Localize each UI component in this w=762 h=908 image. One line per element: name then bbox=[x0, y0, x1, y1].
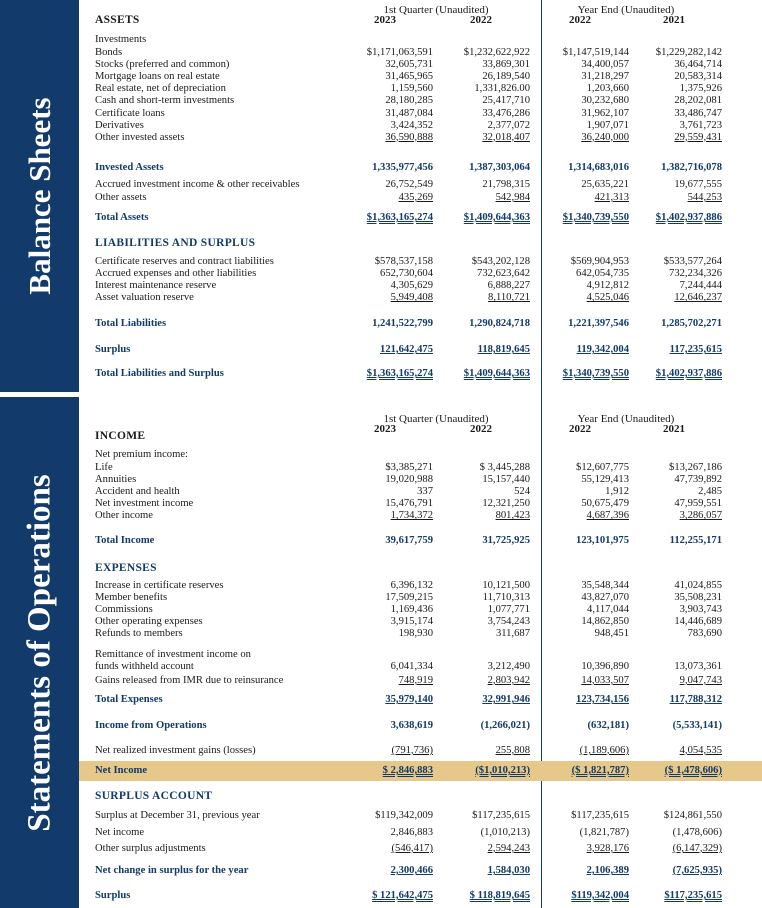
row-value: 1,169,436 bbox=[390, 604, 433, 616]
row-value: 26,752,549 bbox=[385, 179, 433, 190]
ops-surplus-label: Surplus bbox=[95, 890, 131, 901]
row-value: (1,189,606) bbox=[579, 745, 629, 756]
row-value: 8,110,721 bbox=[488, 292, 530, 304]
net-change-value: 2,300,466 bbox=[390, 865, 433, 876]
row-value: 55,129,413 bbox=[581, 474, 629, 486]
row-value: 19,677,555 bbox=[674, 179, 722, 190]
row-label: Other assets bbox=[95, 192, 147, 203]
net-change-value: 2,106,389 bbox=[586, 865, 629, 876]
row-label: Gains released from IMR due to reinsurance bbox=[95, 675, 284, 686]
year-heading: 2022 bbox=[470, 423, 492, 435]
total-assets-label: Total Assets bbox=[95, 212, 149, 223]
year-heading: 2023 bbox=[374, 14, 396, 26]
row-label: Mortgage loans on real estate bbox=[95, 71, 220, 83]
row-value: 32,018,407 bbox=[482, 131, 530, 143]
row-value: 10,396,890 bbox=[581, 661, 629, 672]
row-value: $3,385,271 bbox=[385, 462, 433, 473]
investments-label: Investments bbox=[95, 34, 147, 45]
row-value: $578,537,158 bbox=[374, 256, 433, 267]
ops-surplus-value: $ 121,642,475 bbox=[372, 890, 433, 901]
row-label: Accident and health bbox=[95, 486, 180, 498]
row-value: 3,915,174 bbox=[390, 616, 433, 628]
row-value: 748,919 bbox=[398, 675, 433, 686]
total-income-value: 31,725,925 bbox=[482, 535, 530, 546]
row-value: 3,424,352 bbox=[390, 119, 433, 131]
row-value: (1,478,606) bbox=[672, 826, 722, 838]
row-label: funds withheld account bbox=[95, 661, 194, 672]
row-value: 41,024,855 bbox=[674, 580, 722, 591]
row-value: 4,117,044 bbox=[587, 604, 629, 616]
row-label: Net realized investment gains (losses) bbox=[95, 745, 256, 756]
row-value: 1,912 bbox=[605, 486, 629, 498]
income-from-operations-value: (5,533,141) bbox=[672, 720, 722, 731]
net-income-value: ($1,010,213) bbox=[475, 765, 530, 776]
year-heading: 2022 bbox=[470, 14, 492, 26]
row-value: 732,234,326 bbox=[669, 268, 722, 280]
row-label: Other income bbox=[95, 510, 153, 522]
row-label: Surplus at December 31, previous year bbox=[95, 810, 260, 821]
row-label: Derivatives bbox=[95, 119, 144, 131]
year-heading: 2021 bbox=[663, 14, 685, 26]
total-assets-value: $1,409,644,363 bbox=[463, 212, 530, 223]
row-value: 36,464,714 bbox=[674, 59, 722, 71]
income-from-operations-value: (1,266,021) bbox=[480, 720, 530, 731]
net-change-label: Net change in surplus for the year bbox=[95, 865, 249, 876]
row-value: 21,798,315 bbox=[482, 179, 530, 190]
row-value: 32,605,731 bbox=[385, 59, 433, 71]
row-value: 17,509,215 bbox=[385, 592, 433, 604]
row-value: 3,286,057 bbox=[679, 510, 722, 522]
total-expenses-label: Total Expenses bbox=[95, 694, 163, 705]
row-value: 1,907,071 bbox=[586, 119, 629, 131]
total-liabilities-value: 1,290,824,718 bbox=[469, 318, 530, 329]
row-value: (791,736) bbox=[391, 745, 433, 756]
invested-assets-value: 1,314,683,016 bbox=[568, 162, 629, 173]
row-value: $1,229,282,142 bbox=[655, 47, 722, 58]
row-value: 3,928,176 bbox=[586, 843, 629, 854]
row-label: Interest maintenance reserve bbox=[95, 280, 217, 292]
row-label: Certificate reserves and contract liabilities bbox=[95, 256, 274, 267]
surplus-label: Surplus bbox=[95, 344, 131, 355]
row-value: $124,861,550 bbox=[663, 810, 722, 821]
remittance-label: Remittance of investment income on bbox=[95, 649, 251, 660]
total-liab-surplus-value: $1,402,937,886 bbox=[655, 368, 722, 379]
ops-surplus-value: $119,342,004 bbox=[571, 890, 629, 901]
row-value: $12,607,775 bbox=[576, 462, 629, 473]
row-label: Net income bbox=[95, 826, 145, 838]
row-value: 31,218,297 bbox=[581, 71, 629, 83]
year-heading: 2023 bbox=[374, 423, 396, 435]
ops-surplus-value: $117,235,615 bbox=[664, 890, 722, 901]
total-liabilities-value: 1,285,702,271 bbox=[661, 318, 722, 329]
row-value: 1,375,926 bbox=[679, 83, 722, 95]
row-value: 9,047,743 bbox=[679, 675, 722, 686]
row-label: Accrued expenses and other liabilities bbox=[95, 268, 257, 280]
row-label: Refunds to members bbox=[95, 628, 183, 640]
row-value: 29,559,431 bbox=[674, 131, 722, 143]
net-income-value: ($ 1,821,787) bbox=[571, 765, 629, 776]
row-value: 47,739,892 bbox=[674, 474, 722, 486]
total-liab-surplus-value: $1,409,644,363 bbox=[463, 368, 530, 379]
invested-assets-value: 1,387,303,064 bbox=[469, 162, 530, 173]
side-title-balance: Balance Sheets bbox=[21, 97, 57, 295]
row-value: $533,577,264 bbox=[663, 256, 722, 267]
row-value: 28,180,285 bbox=[385, 95, 433, 107]
row-value: 15,157,440 bbox=[482, 474, 530, 486]
row-value: 19,020,988 bbox=[385, 474, 433, 486]
total-liabilities-value: 1,241,522,799 bbox=[372, 318, 433, 329]
row-value: 33,476,286 bbox=[482, 107, 530, 119]
row-label: Bonds bbox=[95, 47, 123, 58]
total-expenses-value: 32,991,946 bbox=[482, 694, 530, 705]
row-value: 14,446,689 bbox=[674, 616, 722, 628]
row-value: 542,984 bbox=[495, 192, 530, 203]
row-value: 30,232,680 bbox=[581, 95, 629, 107]
row-value: $117,235,615 bbox=[472, 810, 530, 821]
income-from-operations-label: Income from Operations bbox=[95, 720, 207, 731]
total-assets-value: $1,363,165,274 bbox=[366, 212, 433, 223]
total-income-value: 123,101,975 bbox=[576, 535, 629, 546]
row-value: $117,235,615 bbox=[571, 810, 629, 821]
total-assets-value: $1,340,739,550 bbox=[562, 212, 629, 223]
row-label: Annuities bbox=[95, 474, 137, 486]
row-value: 11,710,313 bbox=[482, 592, 530, 604]
row-value: 6,041,334 bbox=[390, 661, 433, 672]
row-value: 5,949,408 bbox=[390, 292, 433, 304]
row-value: 198,930 bbox=[398, 628, 433, 640]
row-value: 35,548,344 bbox=[581, 580, 629, 591]
row-value: $1,232,622,922 bbox=[463, 47, 530, 58]
row-value: 34,400,057 bbox=[581, 59, 629, 71]
row-value: 2,846,883 bbox=[390, 826, 433, 838]
row-label: Increase in certificate reserves bbox=[95, 580, 224, 591]
row-value: 14,033,507 bbox=[581, 675, 629, 686]
ops-surplus-value: $ 118,819,645 bbox=[469, 890, 530, 901]
row-value: 36,590,888 bbox=[385, 131, 433, 143]
row-value: 14,862,850 bbox=[581, 616, 629, 628]
year-heading: 2022 bbox=[569, 14, 591, 26]
total-expenses-value: 123,734,156 bbox=[576, 694, 629, 705]
total-liab-surplus-value: $1,340,739,550 bbox=[562, 368, 629, 379]
row-value: 47,959,551 bbox=[674, 498, 722, 510]
net-income-label: Net Income bbox=[95, 765, 148, 776]
row-label: Asset valuation reserve bbox=[95, 292, 194, 304]
net-income-value: $ 2,846,883 bbox=[382, 765, 433, 776]
year-heading: 2021 bbox=[663, 423, 685, 435]
row-value: 13,073,361 bbox=[674, 661, 722, 672]
row-value: 3,903,743 bbox=[679, 604, 722, 616]
row-value: 4,525,046 bbox=[586, 292, 629, 304]
row-value: 20,583,314 bbox=[674, 71, 722, 83]
row-value: 36,240,000 bbox=[581, 131, 629, 143]
row-value: 33,486,747 bbox=[674, 107, 722, 119]
row-value: (1,821,787) bbox=[579, 826, 629, 838]
row-value: $119,342,009 bbox=[375, 810, 433, 821]
liabilities-heading: LIABILITIES AND SURPLUS bbox=[95, 237, 256, 249]
row-value: 4,305,629 bbox=[390, 280, 433, 292]
total-liab-surplus-label: Total Liabilities and Surplus bbox=[95, 368, 224, 379]
total-income-value: 112,255,171 bbox=[669, 535, 722, 546]
row-label: Commissions bbox=[95, 604, 153, 616]
row-value: 31,487,084 bbox=[385, 107, 433, 119]
row-value: 524 bbox=[514, 486, 530, 498]
row-value: 1,734,372 bbox=[390, 510, 433, 522]
invested-assets-value: 1,382,716,078 bbox=[661, 162, 722, 173]
premium-label: Net premium income: bbox=[95, 449, 188, 460]
row-value: 3,761,723 bbox=[679, 119, 722, 131]
row-value: 1,077,771 bbox=[487, 604, 530, 616]
row-value: 435,269 bbox=[398, 192, 433, 203]
row-value: 31,962,107 bbox=[581, 107, 629, 119]
row-value: 948,451 bbox=[594, 628, 629, 640]
row-value: 2,485 bbox=[698, 486, 722, 498]
row-value: 33,869,301 bbox=[482, 59, 530, 71]
header-year-end: Year End (Unaudited) bbox=[577, 4, 675, 16]
row-value: 311,687 bbox=[495, 628, 530, 640]
row-label: Accrued investment income & other receivables bbox=[95, 179, 300, 190]
row-value: 1,159,560 bbox=[390, 83, 433, 95]
surplus-value: 119,342,004 bbox=[576, 344, 629, 355]
row-value: 6,888,227 bbox=[487, 280, 530, 292]
total-liabilities-label: Total Liabilities bbox=[95, 318, 167, 329]
row-value: 642,054,735 bbox=[576, 268, 629, 280]
surplus-value: 118,819,645 bbox=[477, 344, 530, 355]
row-label: Cash and short-term investments bbox=[95, 95, 235, 107]
invested-assets-value: 1,335,977,456 bbox=[372, 162, 433, 173]
header-quarter: 1st Quarter (Unaudited) bbox=[383, 413, 489, 425]
row-value: 25,635,221 bbox=[581, 179, 629, 190]
row-value: 3,754,243 bbox=[487, 616, 530, 628]
row-label: Member benefits bbox=[95, 592, 168, 604]
row-value: $1,171,063,591 bbox=[366, 47, 433, 58]
row-value: 255,808 bbox=[495, 745, 530, 756]
side-band-balance bbox=[0, 0, 79, 392]
row-value: 15,476,791 bbox=[385, 498, 433, 510]
row-value: 2,594,243 bbox=[487, 843, 530, 854]
row-value: 2,377,072 bbox=[487, 119, 530, 131]
row-label: Net investment income bbox=[95, 498, 194, 510]
row-value: 732,623,642 bbox=[477, 268, 530, 280]
row-value: 4,687,396 bbox=[586, 510, 629, 522]
year-heading: 2022 bbox=[569, 423, 591, 435]
row-value: 652,730,604 bbox=[380, 268, 433, 280]
assets-heading: ASSETS bbox=[95, 14, 140, 26]
income-from-operations-value: (632,181) bbox=[587, 720, 629, 731]
side-band-operations bbox=[0, 397, 79, 908]
row-value: 1,331,826.00 bbox=[474, 83, 530, 95]
row-value: 4,054,535 bbox=[679, 745, 722, 756]
row-label: Certificate loans bbox=[95, 107, 165, 119]
surplus-value: 117,235,615 bbox=[669, 344, 722, 355]
total-income-value: 39,617,759 bbox=[385, 535, 433, 546]
total-assets-value: $1,402,937,886 bbox=[655, 212, 722, 223]
row-label: Real estate, net of depreciation bbox=[95, 83, 226, 95]
row-value: 12,646,237 bbox=[674, 292, 722, 304]
total-liab-surplus-value: $1,363,165,274 bbox=[366, 368, 433, 379]
side-title-operations: Statements of Operations bbox=[21, 473, 57, 832]
row-value: 12,321,250 bbox=[482, 498, 530, 510]
net-change-value: 1,584,030 bbox=[487, 865, 530, 876]
row-value: $13,267,186 bbox=[669, 462, 722, 473]
row-label: Other operating expenses bbox=[95, 616, 203, 628]
row-value: 43,827,070 bbox=[581, 592, 629, 604]
row-value: 25,417,710 bbox=[482, 95, 530, 107]
row-value: 28,202,081 bbox=[674, 95, 722, 107]
row-value: 6,396,132 bbox=[390, 580, 433, 591]
row-label: Other surplus adjustments bbox=[95, 843, 206, 854]
row-value: 4,912,812 bbox=[586, 280, 629, 292]
row-label: Stocks (preferred and common) bbox=[95, 59, 230, 71]
header-quarter: 1st Quarter (Unaudited) bbox=[383, 4, 489, 16]
income-from-operations-value: 3,638,619 bbox=[390, 720, 433, 731]
row-value: 544,253 bbox=[687, 192, 722, 203]
row-value: $ 3,445,288 bbox=[479, 462, 530, 473]
row-value: $543,202,128 bbox=[471, 256, 530, 267]
header-year-end: Year End (Unaudited) bbox=[577, 413, 675, 425]
total-expenses-value: 35,979,140 bbox=[385, 694, 433, 705]
expenses-heading: EXPENSES bbox=[95, 562, 157, 574]
net-income-value: ($ 1,478,606) bbox=[664, 765, 722, 776]
invested-assets-label: Invested Assets bbox=[95, 162, 164, 173]
total-income-label: Total Income bbox=[95, 535, 155, 546]
row-value: (1,010,213) bbox=[480, 826, 530, 838]
income-heading: INCOME bbox=[95, 430, 146, 442]
row-value: $1,147,519,144 bbox=[562, 47, 629, 58]
row-value: 26,189,540 bbox=[482, 71, 530, 83]
row-value: 2,803,942 bbox=[487, 675, 530, 686]
total-expenses-value: 117,788,312 bbox=[669, 694, 722, 705]
net-change-value: (7,625,935) bbox=[672, 865, 722, 876]
row-value: 801,423 bbox=[495, 510, 530, 522]
row-value: 35,508,231 bbox=[674, 592, 722, 604]
row-value: 421,313 bbox=[594, 192, 629, 203]
row-value: (6,147,329) bbox=[672, 843, 722, 854]
total-liabilities-value: 1,221,397,546 bbox=[568, 318, 629, 329]
row-value: 50,675,479 bbox=[581, 498, 629, 510]
row-value: 31,465,965 bbox=[385, 71, 433, 83]
row-value: 337 bbox=[417, 486, 433, 498]
row-value: 783,690 bbox=[687, 628, 722, 640]
row-value: (546,417) bbox=[391, 843, 433, 854]
row-value: 1,203,660 bbox=[586, 83, 629, 95]
row-label: Life bbox=[95, 462, 113, 473]
row-value: 7,244,444 bbox=[679, 280, 722, 292]
row-value: $569,904,953 bbox=[570, 256, 629, 267]
row-label: Other invested assets bbox=[95, 131, 185, 143]
surplus-account-heading: SURPLUS ACCOUNT bbox=[95, 790, 213, 802]
row-value: 3,212,490 bbox=[487, 661, 530, 672]
row-value: 10,121,500 bbox=[482, 580, 530, 591]
surplus-value: 121,642,475 bbox=[380, 344, 433, 355]
